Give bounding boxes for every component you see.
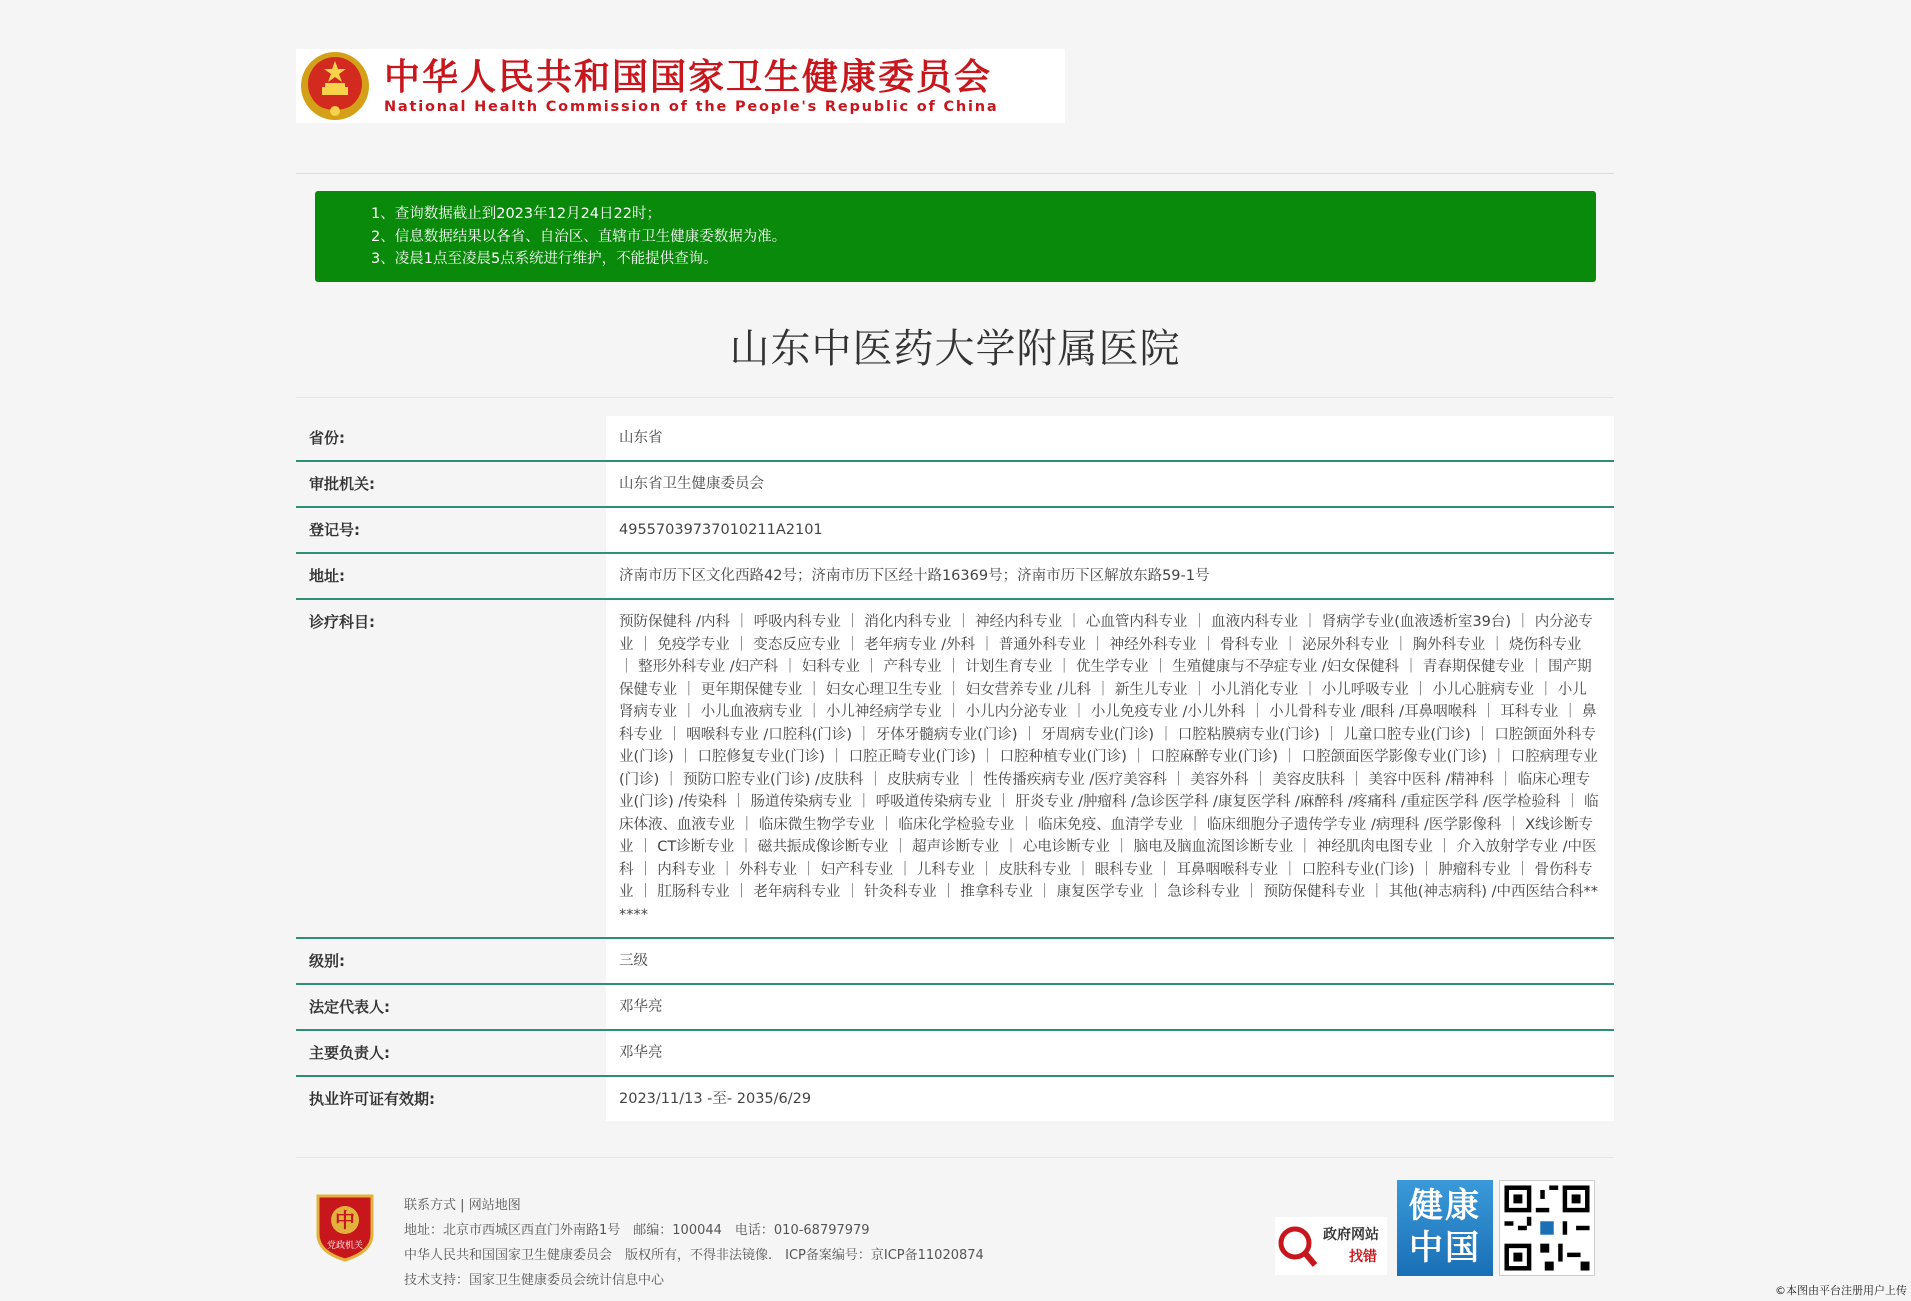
table-row xyxy=(296,462,1614,508)
hospital-name: 山东中医药大学附属医院 xyxy=(729,326,1181,372)
row-value-departments: 预防保健科 /内科 ｜ 呼吸内科专业 ｜ 消化内科专业 ｜ 神经内科专业 ｜ 心血管内科专业 ｜ 血液内科专业 ｜ 肾病学专业(血液透析室39台) ｜ 内分泌专业 ｜ 免疫学专业 ｜ 变态反应专业 ｜ 老年病专业 /外科 ｜ 普通外科专业 ｜ 神经外科专业 ｜ 骨科专业 ｜ 泌尿外科专业 ｜ 胸外科专业 ｜ 烧伤科专业 ｜ 整形外科专业 /妇产科 ｜ 妇科专业 ｜ 产科专业 ｜ 计划生育专业 ｜ 优生学专业 ｜ 生殖健康与不孕症专业 /妇女保健科 ｜ 青春期保健专业 ｜ 围产期保健专业 ｜ 更年期保健专业 ｜ 妇女心理卫生专业 ｜ 妇女营养专业 /儿科 ｜ 新生儿专业 ｜ 小儿消化专业 ｜ 小儿呼吸专业 ｜ 小儿心脏病专业 ｜ 小儿肾病专业 ｜ 小儿血液病专业 ｜ 小儿神经病学专业 ｜ 小儿内分泌专业 ｜ 小儿免疫专业 /小儿外科 ｜ 小儿骨科专业 /眼科 /耳鼻咽喉科 ｜ 耳科专业 ｜ 鼻科专业 ｜ 咽喉科专业 /口腔科(门诊) ｜ 牙体牙髓病专业(门诊) ｜ 牙周病专业(门诊) ｜ 口腔粘膜病专业(门诊) ｜ 儿童口腔专业(门诊) ｜ 口腔颌面外科专业(门诊) ｜ 口腔修复专业(门诊) ｜ 口腔正畸专业(门诊) ｜ 口腔种植专业(门诊) ｜ 口腔麻醉专业(门诊) ｜ 口腔颌面医学影像专业(门诊) ｜ 口腔病理专业(门诊) ｜ 预防口腔专业(门诊) /皮肤科 ｜ 皮肤病专业 ｜ 性传播疾病专业 /医疗美容科 ｜ 美容外科 ｜ 美容皮肤科 ｜ 美容中医科 /精神科 ｜ 临床心理专业(门诊) /传染科 ｜ 肠道传染病专业 ｜ 呼吸道传染病专业 ｜ 肝炎专业 /肿瘤科 /急诊医学科 /康复医学科 /麻醉科 /疼痛科 /重症医学科 /医学检验科 ｜ 临床体液、血液专业 ｜ 临床微生物学专业 ｜ 临床化学检验专业 ｜ 临床免疫、血清学专业 ｜ 临床细胞分子遗传学专业 /病理科 /医学影像科 ｜ X线诊断专业 ｜ CT诊断专业 ｜ 磁共振成像诊断专业 ｜ 超声诊断专业 ｜ 心电诊断专业 ｜ 脑电及脑血流图诊断专业 ｜ 神经肌肉电图专业 ｜ 介入放射学专业 /中医科 ｜ 内科专业 ｜ 外科专业 ｜ 妇产科专业 ｜ 儿科专业 ｜ 皮肤科专业 ｜ 眼科专业 ｜ 耳鼻咽喉科专业 ｜ 口腔科专业(门诊) ｜ 肿瘤科专业 ｜ 骨伤科专业 ｜ 肛肠科专业 ｜ 老年病科专业 ｜ 针灸科专业 ｜ 推拿科专业 ｜ 康复医学专业 ｜ 急诊科专业 ｜ 预防保健科专业 ｜ 其他(神志病科) /中西医结合科****** xyxy=(606,600,1614,937)
row-label-principal: 主要负责人: xyxy=(296,1031,606,1075)
row-value-level: 三级 xyxy=(606,939,1614,983)
table-end-divider xyxy=(296,1157,1614,1158)
table-row xyxy=(296,1031,1614,1077)
notice-line: 2、信息数据结果以各省、自治区、直辖市卫生健康委数据为准。 xyxy=(371,228,787,245)
header-divider xyxy=(296,173,1614,174)
row-label-license-validity: 执业许可证有效期: xyxy=(296,1077,606,1121)
health-china-line2: 中国 xyxy=(1409,1228,1481,1268)
table-row xyxy=(296,416,1614,462)
footer-support: 技术支持：国家卫生健康委员会统计信息中心 xyxy=(404,1273,665,1288)
notice-box xyxy=(315,191,1596,282)
row-label-level: 级别: xyxy=(296,939,606,983)
row-value-address: 济南市历下区文化西路42号；济南市历下区经十路16369号；济南市历下区解放东路59-1号 xyxy=(606,554,1614,598)
header-title-cn: 中华人民共和国国家卫生健康委员会 xyxy=(384,56,993,98)
row-value-legal-rep: 邓华亮 xyxy=(606,985,1614,1029)
table-row xyxy=(296,939,1614,985)
row-value-principal: 邓华亮 xyxy=(606,1031,1614,1075)
header-title-en: National Health Commission of the People's Republic of China xyxy=(384,99,999,115)
badge-label: 党政机关 xyxy=(326,1241,364,1251)
party-govt-badge-icon xyxy=(314,1190,376,1262)
notice-line: 3、凌晨1点至凌晨5点系统进行维护，不能提供查询。 xyxy=(371,251,718,267)
errata-line1: 政府网站 xyxy=(1323,1227,1379,1243)
footer-text xyxy=(404,1193,984,1293)
health-china-logo[interactable] xyxy=(1397,1180,1493,1276)
row-value-license-validity: 2023/11/13 -至- 2035/6/29 xyxy=(606,1077,1614,1121)
qr-code-icon xyxy=(1500,1181,1594,1275)
magnifier-icon xyxy=(1275,1221,1319,1271)
party-govt-badge[interactable] xyxy=(314,1190,376,1262)
sitemap-link[interactable]: 网站地图 xyxy=(468,1198,521,1213)
row-value-authority: 山东省卫生健康委员会 xyxy=(606,462,1614,506)
gov-site-errata-link[interactable] xyxy=(1275,1217,1387,1275)
row-label-province: 省份: xyxy=(296,416,606,460)
table-row xyxy=(296,1077,1614,1121)
title-divider xyxy=(296,397,1614,398)
footer-copyright: 中华人民共和国国家卫生健康委员会 版权所有，不得非法镜像. ICP备案编号：京ICP备11020874 xyxy=(404,1248,984,1263)
row-label-address: 地址: xyxy=(296,554,606,598)
header-banner[interactable] xyxy=(296,49,1065,123)
row-label-registration: 登记号: xyxy=(296,508,606,552)
table-row xyxy=(296,508,1614,554)
row-label-legal-rep: 法定代表人: xyxy=(296,985,606,1029)
qr-code xyxy=(1499,1180,1595,1276)
national-emblem-icon xyxy=(298,49,372,123)
health-china-line1: 健康 xyxy=(1409,1186,1481,1226)
table-row xyxy=(296,554,1614,600)
corner-note: ©本图由平台注册用户上传 xyxy=(1775,1284,1907,1297)
info-table xyxy=(296,416,1614,1121)
footer-address: 地址：北京市西城区西直门外南路1号 邮编：100044 电话：010-68797979 xyxy=(404,1223,870,1238)
errata-line2: 找错 xyxy=(1349,1249,1377,1265)
contact-link[interactable]: 联系方式 xyxy=(404,1198,457,1213)
row-value-registration: 49557039737010211A2101 xyxy=(606,508,1614,552)
table-row xyxy=(296,600,1614,939)
link-separator: | xyxy=(460,1198,465,1213)
table-row xyxy=(296,985,1614,1031)
footer-links xyxy=(404,1193,984,1218)
notice-line: 1、查询数据截止到2023年12月24日22时； xyxy=(371,206,661,222)
row-label-departments: 诊疗科目: xyxy=(296,600,606,937)
row-value-province: 山东省 xyxy=(606,416,1614,460)
row-label-authority: 审批机关: xyxy=(296,462,606,506)
svg-text:中: 中 xyxy=(335,1208,355,1232)
